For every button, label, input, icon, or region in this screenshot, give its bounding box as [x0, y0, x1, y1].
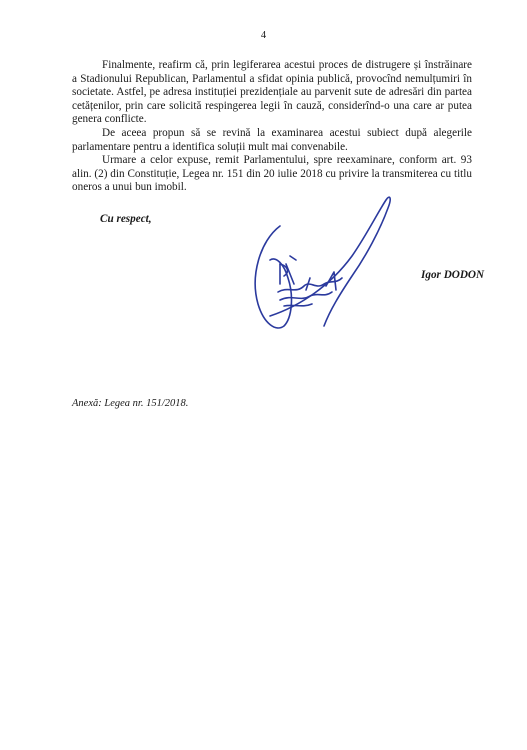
paragraph-finalmente: Finalmente, reafirm că, prin legiferarea acestui proces de distrugere și înstrăinare a Stadionului Republican, Parlamentul a sfidat opinia publică, provocînd nemulțumiri în societate. Astfel, pe adresa instituției prezidențiale au parvenit sute de adresări din partea cetățenilor, prin care solicită respingerea legii în cauză, considerînd-o una care ar putea genera conflicte. — [72, 59, 472, 126]
paragraph-de-aceea: De aceea propun să se revină la examinarea acestui subiect după alegerile parlamentare pentru a identifica soluții mult mai convenabile. — [72, 126, 472, 153]
handwritten-signature — [240, 186, 400, 346]
paragraph-urmare: Urmare a celor expuse, remit Parlamentului, spre reexaminare, conform art. 93 alin. (2) din Constituție, Legea nr. 151 din 20 iulie 2018 cu privire la transmiterea cu titlu oneros a unui bun imobil. — [72, 154, 472, 194]
page-number: 4 — [260, 30, 267, 41]
letter-body — [72, 59, 472, 195]
signer-name: Igor DODON — [421, 269, 485, 281]
annex-note: Anexă: Legea nr. 151/2018. — [72, 398, 189, 409]
closing-salutation: Cu respect, — [100, 213, 152, 225]
